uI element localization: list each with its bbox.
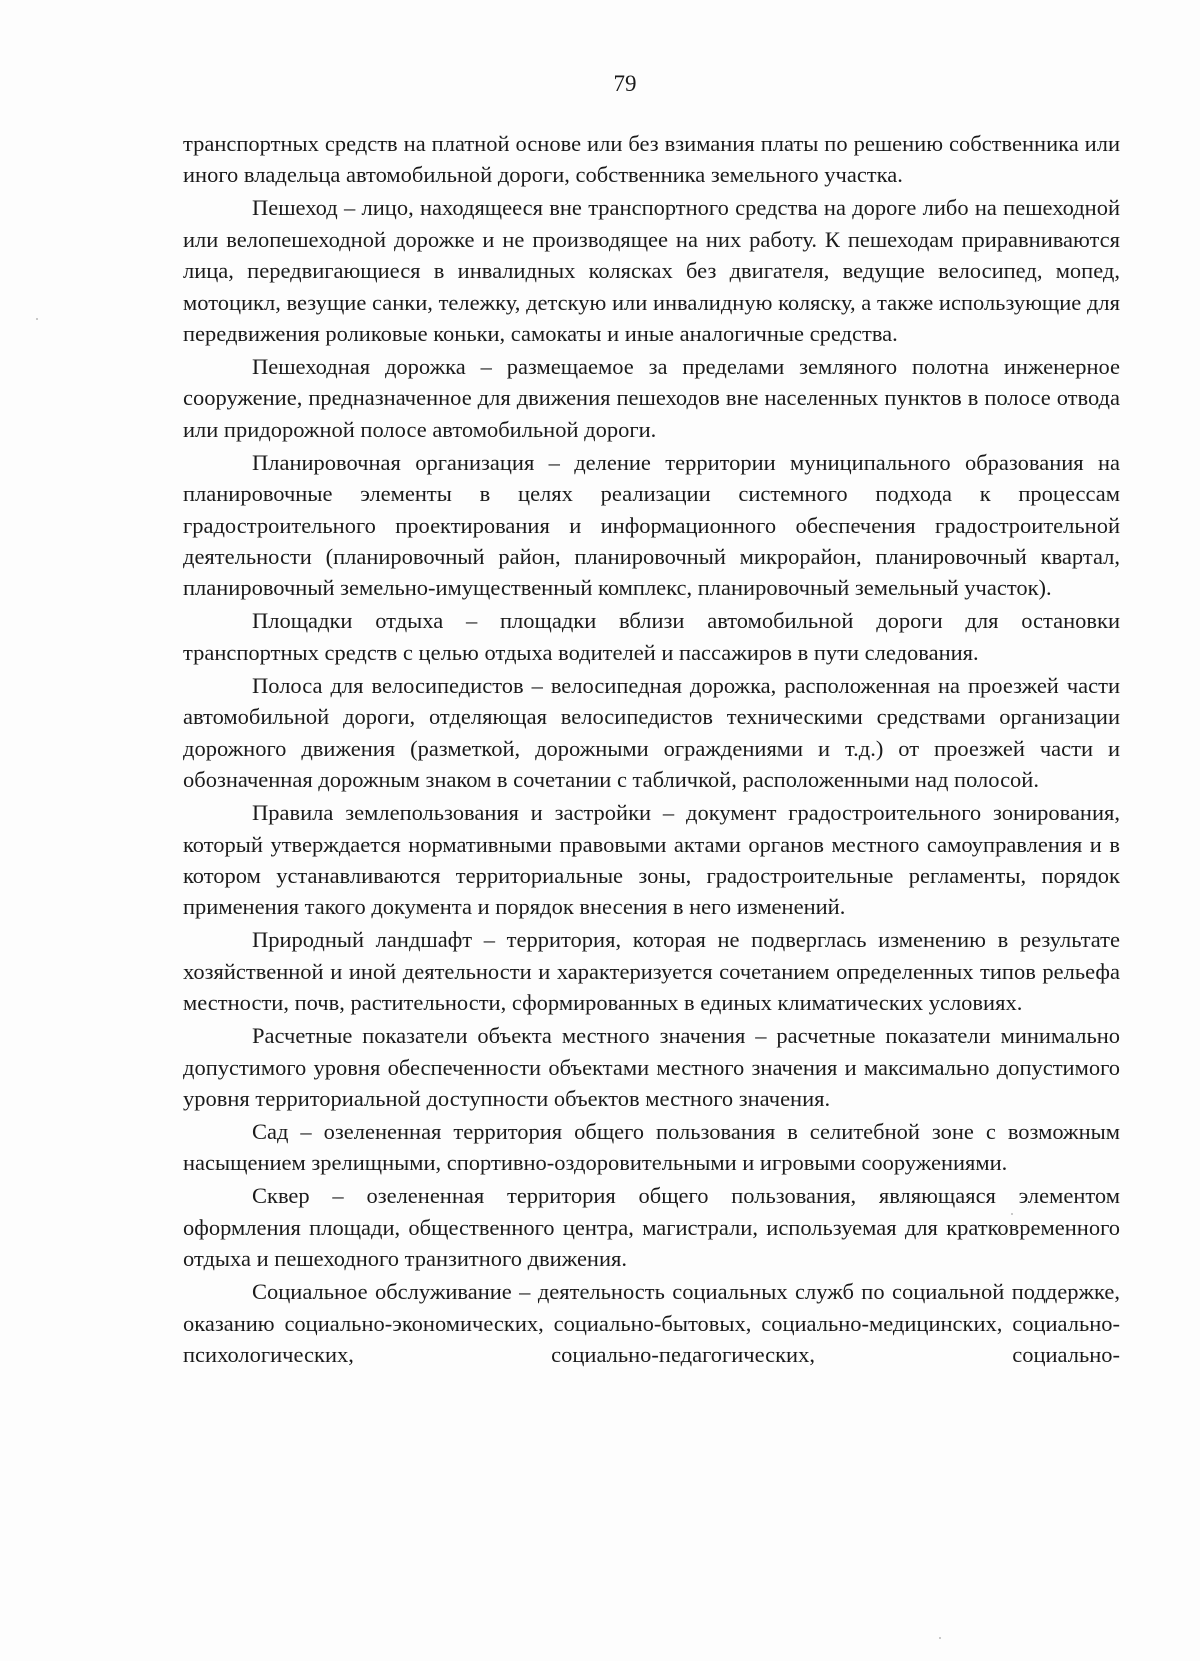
scan-speck <box>36 318 38 320</box>
paragraph: Сквер – озелененная территория общего пользования, являющаяся элементом оформления площади, общественного центра, магистрали, используемая для кратковременного отдыха и пешеходного транзитного движения. <box>183 1183 1120 1272</box>
paragraph: Пешеходная дорожка – размещаемое за пределами земляного полотна инженерное сооружение, предназначенное для движения пешеходов вне населенных пунктов в полосе отвода или придорожной полосе автомобильной дороги. <box>183 354 1120 442</box>
paragraph: транспортных средств на платной основе или без взимания платы по решению собственника или иного владельца автомобильной дороги, собственника земельного участка. <box>183 131 1120 188</box>
paragraph: Сад – озелененная территория общего пользования в селитебной зоне с возможным насыщением зрелищными, спортивно-оздоровительными и игровыми сооружениями. <box>183 1118 1120 1176</box>
paragraph: Правила землепользования и застройки – документ градостроительного зонирования, который утверждается нормативными правовыми актами органов местного самоуправления и в котором устанавливаются территориальные зоны, градостроительные регламенты, порядок применения такого документа и порядок внесения в него изменений. <box>183 800 1120 920</box>
scan-speck <box>939 1637 941 1639</box>
paragraph: Площадки отдыха – площадки вблизи автомобильной дороги для остановки транспортных средств с целью отдыха водителей и пассажиров в пути следования. <box>183 608 1120 665</box>
paragraph: Пешеход – лицо, находящееся вне транспортного средства на дороге либо на пешеходной или велопешеходной дорожке и не производящее на них работу. К пешеходам приравниваются лица, передвигающиеся в инвалидных колясках без двигателя, ведущие велосипед, мопед, мотоцикл, везущие санки, тележку, детскую или инвалидную коляску, а также использующие для передвижения роликовые коньки, самокаты и иные аналогичные средства. <box>183 195 1120 347</box>
paragraph: Социальное обслуживание – деятельность социальных служб по социальной поддержке, оказанию социально-экономических, социально-бытовых, социально-медицинских, социально-психологических, социально-педагогических, социально- <box>183 1279 1120 1367</box>
document-body <box>183 128 1120 1372</box>
scan-speck <box>1011 1213 1013 1215</box>
paragraph: Планировочная организация – деление территории муниципального образования на планировочные элементы в целях реализации системного подхода к процессам градостроительного проектирования и информационного обеспечения градостроительной деятельности (планировочный район, планировочный микрорайон, планировочный квартал, планировочный земельно-имущественный комплекс, планировочный земельный участок). <box>183 449 1120 601</box>
page-number: 79 <box>613 71 637 96</box>
paragraph: Природный ландшафт – территория, которая не подверглась изменению в результате хозяйственной и иной деятельности и характеризуется сочетанием определенных типов рельефа местности, почв, растительности, сформированных в единых климатических условиях. <box>183 927 1120 1016</box>
paragraph: Полоса для велосипедистов – велосипедная дорожка, расположенная на проезжей части автомобильной дороги, отделяющая велосипедистов техническими средствами организации дорожного движения (разметкой, дорожными ограждениями и т.д.) от проезжей части и обозначенная дорожным знаком в сочетании с табличкой, расположенными над полосой. <box>183 672 1120 793</box>
paragraph: Расчетные показатели объекта местного значения – расчетные показатели минимально допустимого уровня обеспеченности объектами местного значения и максимально допустимого уровня территориальной доступности объектов местного значения. <box>183 1023 1120 1111</box>
